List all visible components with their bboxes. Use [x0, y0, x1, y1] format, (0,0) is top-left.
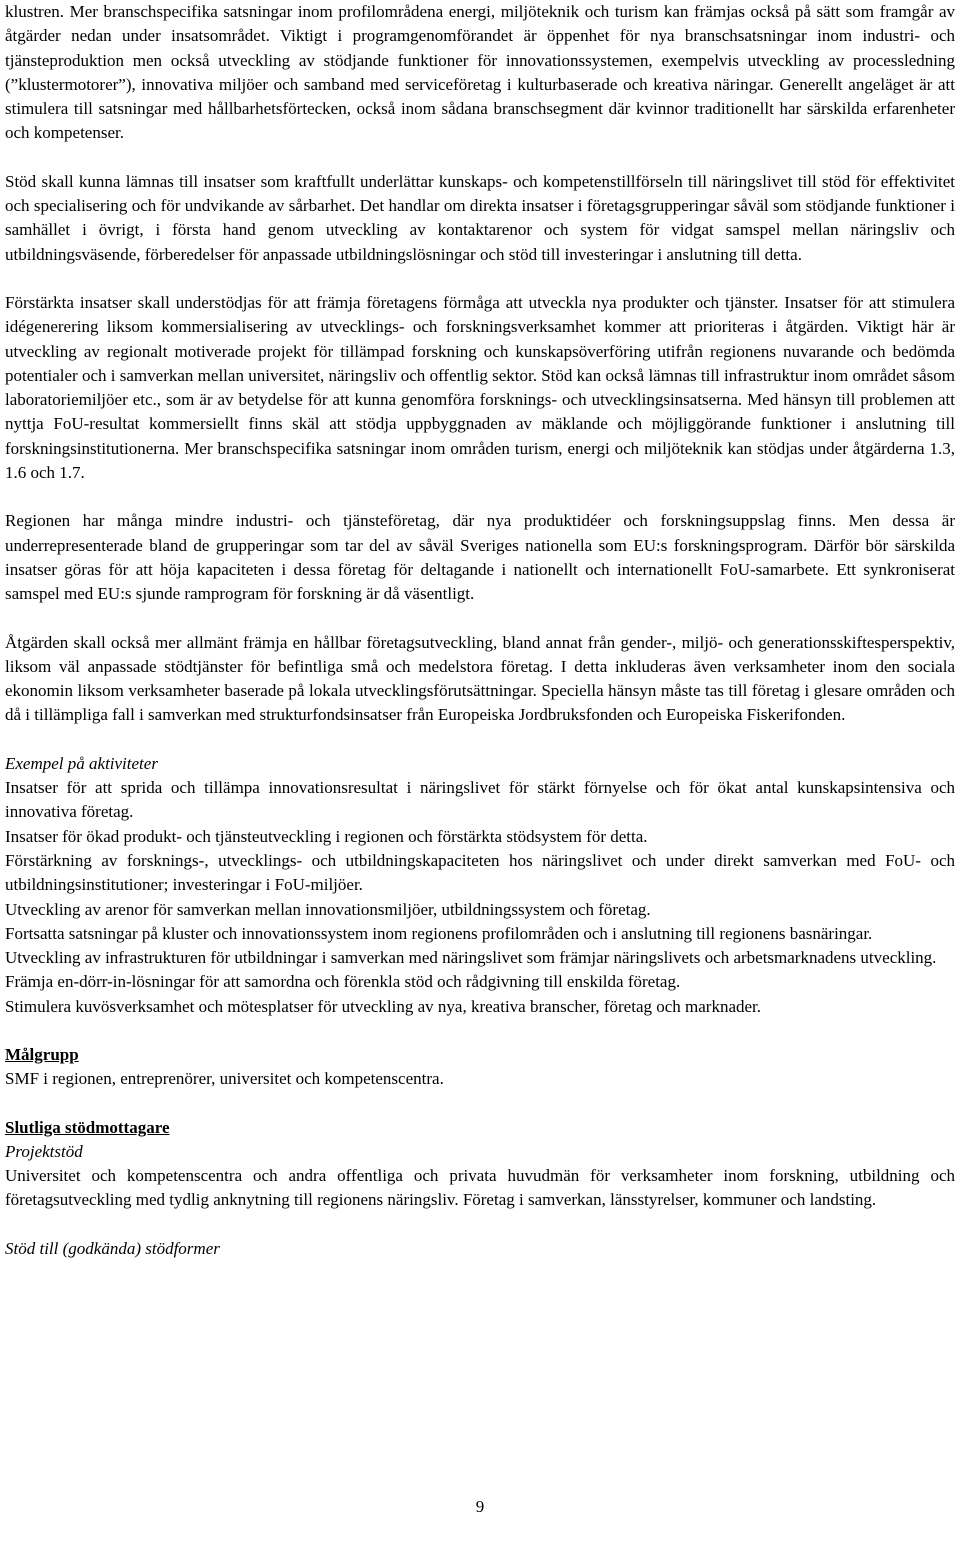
target-group-heading: Målgrupp — [5, 1044, 79, 1064]
page-number: 9 — [475, 1497, 485, 1516]
paragraph-clusters: klustren. Mer branschspecifika satsningar inom profilområdena energi, miljöteknik och turism kan främjas också på sätt som framgår av åtgärder nedan under insatsområdet. Viktigt i programgenomförandet är öppenhet för nya branschsatsningar inom industri- och tjänsteproduktion men också utveckling av stödjande funktioner för innovationssystemen, exempelvis utveckling av processledning (”klustermotorer”), innovativa miljöer och samband med serviceföretag i kulturbaserade och kreativa näringar. Generellt angeläget är att stimulera till satsningar med hållbarhetsförtecken, också inom sådana branschsegment där kvinnor traditionellt har särskilda erfarenheter och kompetenser. — [5, 2, 955, 143]
example-item: Främja en-dörr-in-lösningar för att samordna och förenkla stöd och rådgivning till enskilda företag. — [5, 972, 681, 992]
example-item: Utveckling av arenor för samverkan mellan innovationsmiljöer, utbildningssystem och företag. — [5, 899, 651, 919]
target-group-text: SMF i regionen, entreprenörer, universitet och kompetenscentra. — [5, 1069, 444, 1089]
paragraph-competence-supply: Stöd skall kunna lämnas till insatser som kraftfullt underlättar kunskaps- och kompetenstillförseln till näringslivet till stöd för effektivitet och specialisering och för undvikande av sårbarhet. Det handlar om direkta insatser i företagsgrupperingar såväl som stödjande funktioner i samhället i övrigt, i första hand genom utveckling av kontaktarenor och system för vidgat samspel mellan näringsliv och utbildningsväsende, förberedelser för anpassade utbildningslösningar och stöd till investeringar i anslutning till detta. — [5, 171, 955, 264]
example-item: Insatser för ökad produkt- och tjänsteutveckling i regionen och förstärkta stödsystem för detta. — [5, 826, 648, 846]
document-page — [5, 0, 955, 1261]
example-item: Förstärkning av forsknings-, utvecklings- och utbildningskapaciteten hos näringslivet och under direkt samverkan med FoU- och utbildningsinstitutioner; investeringar i FoU-miljöer. — [5, 850, 955, 895]
examples-heading: Exempel på aktiviteter — [5, 753, 158, 773]
project-support-subheading: Projektstöd — [5, 1141, 83, 1161]
example-item: Insatser för att sprida och tillämpa innovationsresultat i näringslivet för stärkt förnyelse och för ökat antal kunskapsintensiva och innovativa företag. — [5, 778, 955, 822]
paragraph-sustainable-development: Åtgärden skall också mer allmänt främja en hållbar företagsutveckling, bland annat från gender-, miljö- och generationsskiftesperspektiv, liksom väl anpassade stödtjänster för befintliga små och medelstora företag. I detta inkluderas även verksamheter inom den sociala ekonomin liksom verksamheter baserade på lokala utvecklingsförutsättningar. Speciella hänsyn måste tas till företag i glesare områden och då i tillämpliga fall i samverkan med strukturfondsinsatser från Europeiska Jordbruksfonden och Europeiska Fiskerifonden. — [5, 632, 955, 725]
paragraph-product-development: Förstärkta insatser skall understödjas för att främja företagens förmåga att utveckla nya produkter och tjänster. Insatser för att stimulera idégenerering liksom kommersialisering av utvecklings- och forskningsverksamhet kommer att prioriteras i åtgärden. Viktigt här är utveckling av regionalt motiverade projekt för tillämpad forskning och kunskapsöverföring utifrån regionens nuvarande och bedömda potentialer och i samverkan mellan universitet, näringsliv och offentlig sektor. Stöd kan också lämnas till infrastruktur inom området såsom laboratoriemiljöer etc., som är av betydelse för att kunna genomföra forsknings- och utvecklingsinsatserna. Med hänsyn till problemen att nyttja FoU-resultat kommersiellt finns skäl att stödja uppbyggnaden av mäklande och möjliggörande funktioner i anslutning till forskningsinstitutionerna. Mer branschspecifika satsningar inom områden turism, energi och miljöteknik kan stödjas under åtgärderna 1.3, 1.6 och 1.7. — [5, 292, 955, 483]
recipients-heading: Slutliga stödmottagare — [5, 1117, 170, 1137]
target-group-section — [5, 1043, 955, 1092]
examples-section — [5, 752, 955, 1019]
example-item: Stimulera kuvösverksamhet och mötesplatser för utveckling av nya, kreativa branscher, företag och marknader. — [5, 996, 762, 1016]
recipients-text: Universitet och kompetenscentra och andra offentliga och privata huvudmän för verksamheter inom forskning, utbildning och företagsutveckling med tydlig anknytning till regionens näringsliv. Företag i samverkan, länsstyrelser, kommuner och landsting. — [5, 1166, 955, 1210]
recipients-section — [5, 1116, 955, 1213]
support-forms-heading: Stöd till (godkända) stödformer — [5, 1238, 220, 1258]
example-item: Fortsatta satsningar på kluster och innovationssystem inom regionens profilområden och i anslutning till regionens basnäringar. — [5, 923, 873, 943]
example-item: Utveckling av infrastrukturen för utbildningar i samverkan med näringslivet som främjar näringslivets och arbetsmarknadens utveckling. — [5, 948, 937, 968]
paragraph-small-companies: Regionen har många mindre industri- och tjänsteföretag, där nya produktidéer och forskningsuppslag finns. Men dessa är underrepresenterade bland de grupperingar som tar del av såväl Sveriges nationella som EU:s forskningsprogram. Därför bör särskilda insatser göras för att höja kapaciteten i dessa företag för deltagande i nationellt och internationellt FoU-samarbete. Ett synkroniserat samspel med EU:s sjunde ramprogram för forskning är då väsentligt. — [5, 511, 955, 604]
